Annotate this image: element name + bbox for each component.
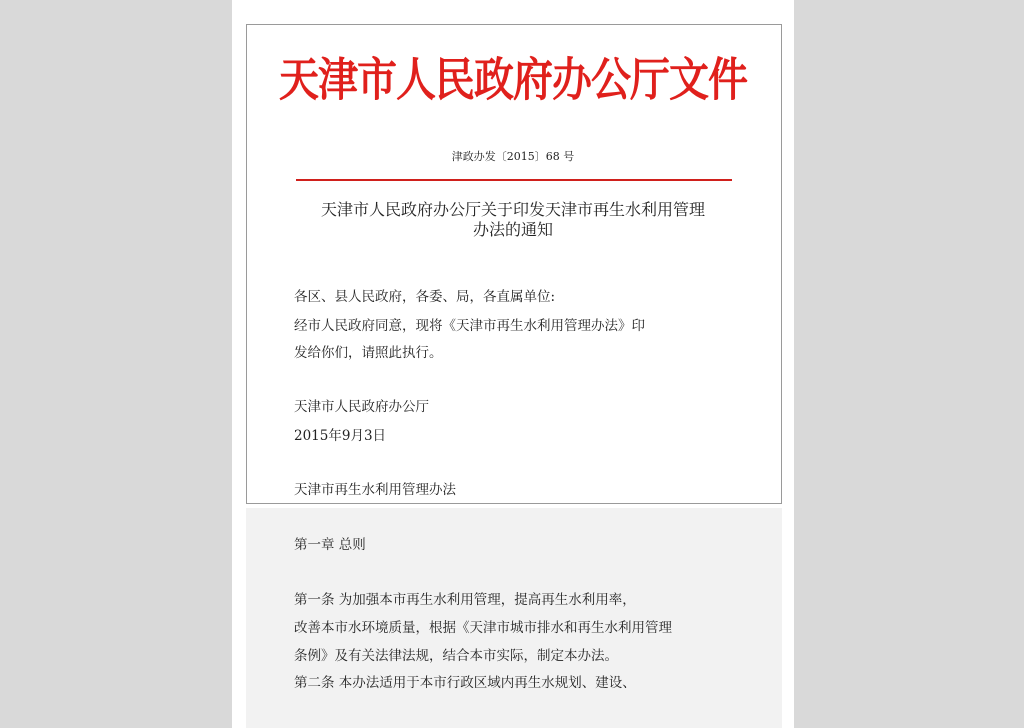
attachment-title: 天津市再生水利用管理办法 [294,482,456,498]
salutation: 各区、县人民政府，各委、局，各直属单位: [294,289,556,305]
paragraph-1-line-1: 经市人民政府同意，现将《天津市再生水利用管理办法》印 [294,318,645,334]
article-2-line-1: 第二条 本办法适用于本市行政区域内再生水规划、建设、 [294,675,636,691]
chapter-1-heading: 第一章 总则 [294,537,366,553]
article-1-line-1: 第一条 为加强本市再生水利用管理，提高再生水利用率， [294,592,636,608]
issue-date: 2015年9月3日 [294,428,387,444]
paragraph-1-line-2: 发给你们，请照此执行。 [294,345,443,361]
document-page [232,0,794,728]
issuer-signature: 天津市人民政府办公厅 [294,399,429,415]
article-1-line-3: 条例》及有关法律法规，结合本市实际，制定本办法。 [294,648,618,664]
notice-title-line-1: 天津市人民政府办公厅关于印发天津市再生水利用管理 [320,200,705,219]
article-1-line-2: 改善本市水环境质量，根据《天津市城市排水和再生水利用管理 [294,620,672,636]
org-header-title: 天津市人民政府办公厅文件 [279,54,747,107]
red-divider-line [296,179,732,181]
document-number: 津政办发〔2015〕68 号 [451,150,575,163]
notice-title [292,200,734,240]
notice-title-line-2: 办法的通知 [472,220,553,239]
